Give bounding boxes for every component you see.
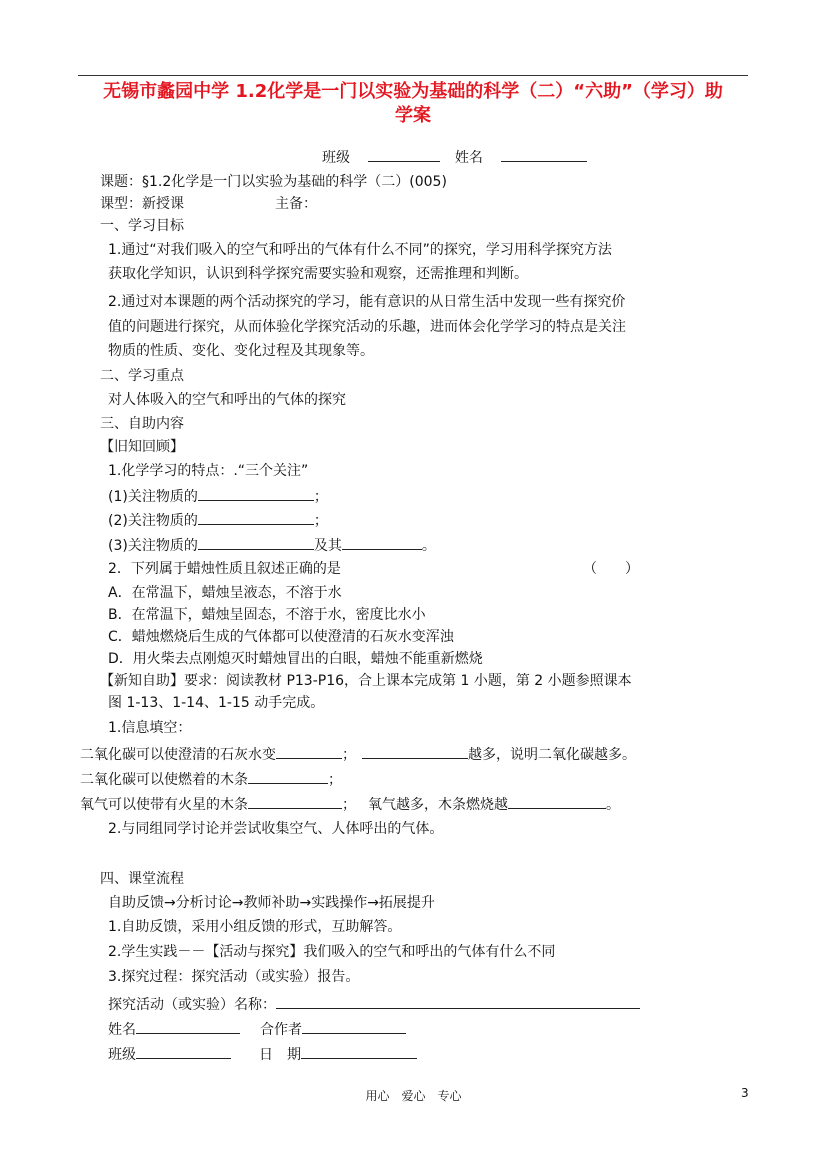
goal2-line1: 2.通过对本课题的两个活动探究的学习，能有意识的从日常生活中发现一些有探究价 [108, 294, 626, 310]
fill1-b-text: 越多，说明二氧化碳越多。 [468, 747, 636, 763]
fill3-b-text: 氧气越多，木条燃烧越 [368, 797, 508, 813]
option-c: C．蜡烛燃烧后生成的气体都可以使澄清的石灰水变浑浊 [108, 629, 454, 645]
section4-heading: 四、课堂流程 [100, 871, 184, 887]
q1-b-label: (2)关注物质的 [108, 513, 198, 529]
lesson-preparer: 主备： [275, 196, 317, 212]
option-b: B．在常温下，蜡烛呈固态，不溶于水，密度比水小 [108, 607, 426, 623]
fill3-blank2[interactable] [508, 795, 606, 809]
fill-line2 [80, 770, 342, 789]
q1-a-label: (1)关注物质的 [108, 489, 198, 505]
new-knowledge-line1: 【新知自助】要求：阅读教材 P13-P16，合上课本完成第 1 小题，第 2 小题参照课本 [100, 673, 632, 689]
fill1-blank1[interactable] [276, 745, 342, 759]
page-number: 3 [741, 1086, 749, 1100]
section3-heading: 三、自助内容 [100, 416, 184, 432]
report-class-date-line [108, 1045, 417, 1064]
report-name-blank[interactable] [276, 995, 640, 1009]
option-a: A．在常温下，蜡烛呈液态，不溶于水 [108, 585, 342, 601]
fill3-semicolon: ； [342, 797, 356, 813]
review-q1-a [108, 487, 328, 506]
review-q1-b [108, 511, 328, 530]
report-partner-label: 合作者 [260, 1022, 302, 1038]
section2-content: 对人体吸入的空气和呼出的气体的探究 [108, 392, 346, 408]
flow-step2: 2.学生实践－－【活动与探究】我们吸入的空气和呼出的气体有什么不同 [108, 944, 556, 960]
review-heading: 【旧知回顾】 [100, 439, 184, 455]
goal2-line2: 值的问题进行探究，从而体验化学探究活动的乐趣，进而体会化学学习的特点是关注 [108, 319, 626, 335]
class-label: 班级 [322, 150, 350, 166]
fill2-semicolon: ； [328, 772, 342, 788]
lesson-type: 课型：新授课 [100, 196, 184, 212]
goal2-line3: 物质的性质、变化、变化过程及其现象等。 [108, 343, 374, 359]
fill2-blank[interactable] [248, 770, 328, 784]
document-title-line2: 学案 [395, 105, 431, 126]
name-blank[interactable] [501, 148, 587, 162]
header-rule [78, 75, 748, 76]
option-d: D．用火柴去点刚熄灭时蜡烛冒出的白眼，蜡烛不能重新燃烧 [108, 651, 483, 667]
q1-b-semicolon: ； [313, 513, 328, 529]
q1-c-label: (3)关注物质的 [108, 538, 198, 554]
report-student-name-blank[interactable] [136, 1020, 240, 1034]
fill1-a-text: 二氧化碳可以使澄清的石灰水变 [80, 747, 276, 763]
lesson-topic: 课题：§1.2化学是一门以实验为基础的科学（二）(005) [100, 174, 447, 190]
fill3-a-text: 氧气可以使带有火星的木条 [80, 797, 248, 813]
fill-line3 [80, 795, 620, 814]
new-knowledge-line2: 图 1-13、1-14、1-15 动手完成。 [108, 695, 325, 711]
fill-heading: 1.信息填空： [108, 720, 192, 736]
report-class-label: 班级 [108, 1047, 136, 1063]
section2-heading: 二、学习重点 [100, 368, 184, 384]
class-blank[interactable] [368, 148, 440, 162]
q2-answer-paren[interactable]: （ ） [583, 561, 639, 577]
review-q2: 2．下列属于蜡烛性质且叙述正确的是 [108, 561, 341, 577]
q1-c-period: 。 [421, 538, 436, 554]
fill3-period: 。 [606, 797, 620, 813]
q1-c-mid: 及其 [313, 538, 342, 554]
fill-line1 [80, 745, 636, 764]
goal1-line2: 获取化学知识，认识到科学探究需要实验和观察，还需推理和判断。 [108, 266, 528, 282]
q1-b-blank[interactable] [198, 511, 314, 525]
fill1-blank2[interactable] [362, 745, 468, 759]
footer-motto: 用心 爱心 专心 [365, 1089, 462, 1103]
flow-steps: 自助反馈→分析讨论→教师补助→实践操作→拓展提升 [108, 895, 435, 911]
report-partner-blank[interactable] [302, 1020, 406, 1034]
review-q1-c [108, 536, 436, 555]
fill3-blank1[interactable] [248, 795, 342, 809]
q1-a-semicolon: ； [313, 489, 328, 505]
fill2-text: 二氧化碳可以使燃着的木条 [80, 772, 248, 788]
report-name-label: 探究活动（或实验）名称： [108, 997, 276, 1013]
report-date-label: 日 期 [259, 1047, 301, 1063]
report-name-line [108, 995, 640, 1014]
report-class-blank[interactable] [136, 1045, 231, 1059]
flow-step1: 1.自助反馈，采用小组反馈的形式，互助解答。 [108, 919, 402, 935]
discussion-item: 2.与同组同学讨论并尝试收集空气、人体呼出的气体。 [108, 821, 444, 837]
goal1-line1: 1.通过“对我们吸入的空气和呼出的气体有什么不同”的探究，学习用科学探究方法 [108, 242, 612, 258]
section1-heading: 一、学习目标 [100, 218, 184, 234]
q1-c-blank2[interactable] [342, 536, 422, 550]
report-student-name-label: 姓名 [108, 1022, 136, 1038]
q1-a-blank[interactable] [198, 487, 314, 501]
report-name-partner-line [108, 1020, 406, 1039]
q1-c-blank1[interactable] [198, 536, 314, 550]
class-name-line [322, 148, 587, 167]
flow-step3: 3.探究过程：探究活动（或实验）报告。 [108, 969, 360, 985]
fill1-semicolon: ； [342, 747, 356, 763]
document-title-line1: 无锡市蠡园中学 1.2化学是一门以实验为基础的科学（二）“六助”（学习）助 [103, 81, 723, 102]
review-q1: 1.化学学习的特点：.“三个关注” [108, 463, 309, 479]
report-date-blank[interactable] [301, 1045, 417, 1059]
name-label: 姓名 [454, 150, 483, 166]
